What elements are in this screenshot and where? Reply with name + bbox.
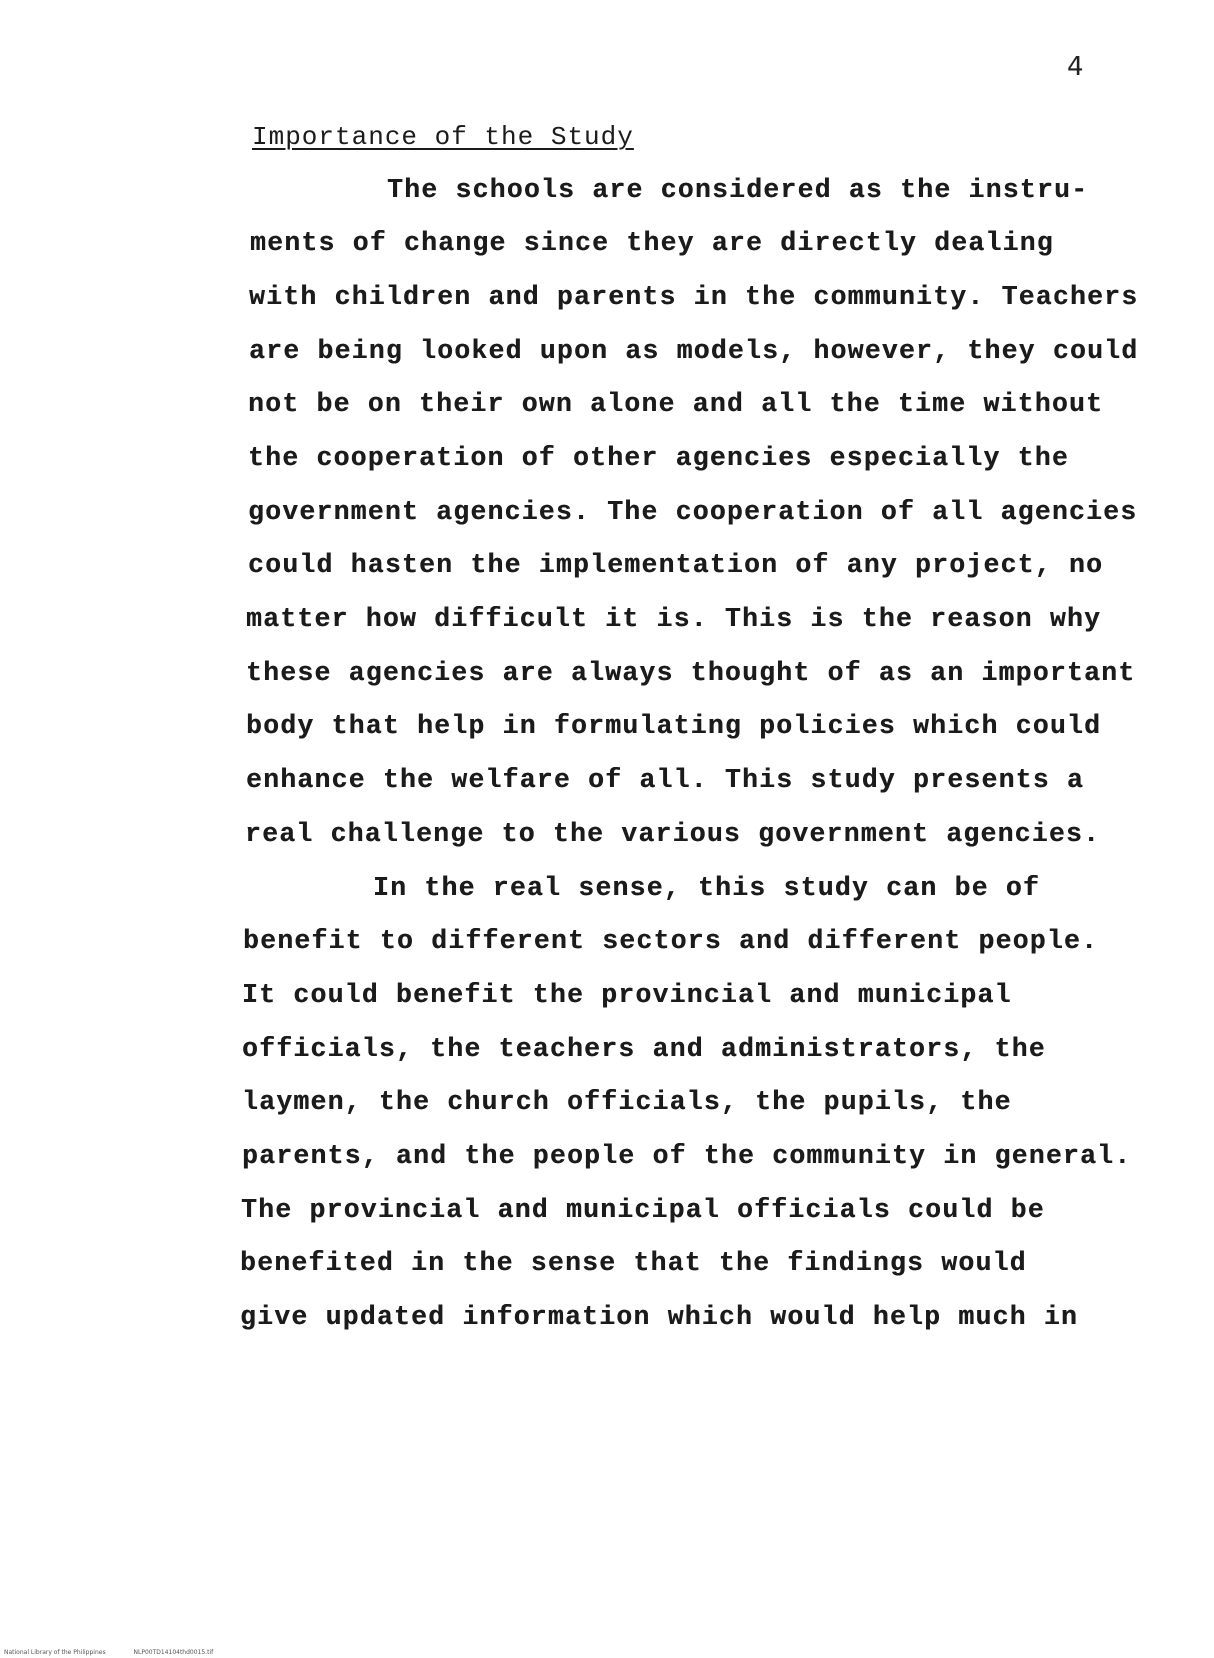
body-line: real challenge to the various government agencies. — [245, 819, 1101, 849]
page-number: 4 — [1067, 52, 1084, 82]
section-heading: Importance of the Study — [252, 122, 634, 152]
body-line: laymen, the church officials, the pupils, the — [242, 1087, 1012, 1117]
body-line: ments of change since they are directly dealing — [250, 228, 1054, 258]
body-line: are being looked upon as models, however, they could — [249, 336, 1139, 366]
body-line: parents, and the people of the community in general. — [242, 1141, 1132, 1171]
body-line: government agencies. The cooperation of all agencies — [248, 497, 1138, 527]
body-line: body that help in formulating policies which could — [246, 711, 1102, 741]
body-line: enhance the welfare of all. This study presents a — [246, 765, 1085, 795]
body-line: officials, the teachers and administrators, the — [242, 1034, 1046, 1064]
body-line: these agencies are always thought of as an important — [246, 658, 1136, 688]
body-line: In the real sense, this study can be of — [373, 873, 1041, 903]
body-line: matter how difficult it is. This is the reason why — [246, 604, 1102, 634]
body-line: the cooperation of other agencies especially the — [248, 443, 1069, 473]
body-line: give updated information which would help much in — [240, 1302, 1079, 1332]
body-line: not be on their own alone and all the time without — [248, 389, 1104, 419]
body-line: benefit to different sectors and different people. — [243, 926, 1099, 956]
footer-file-id: NLP00TD14104thd0015.tif — [133, 1649, 214, 1656]
body-line: with children and parents in the community. Teachers — [249, 282, 1139, 312]
body-line: The schools are considered as the instru- — [387, 175, 1089, 205]
scan-footer — [4, 1649, 239, 1656]
body-line: could hasten the implementation of any project, no — [248, 550, 1104, 580]
body-line: The provincial and municipal officials could be — [241, 1195, 1045, 1225]
body-line: benefited in the sense that the findings would — [240, 1248, 1027, 1278]
footer-library: National Library of the Philippines — [4, 1649, 106, 1656]
body-line: It could benefit the provincial and municipal — [242, 980, 1012, 1010]
